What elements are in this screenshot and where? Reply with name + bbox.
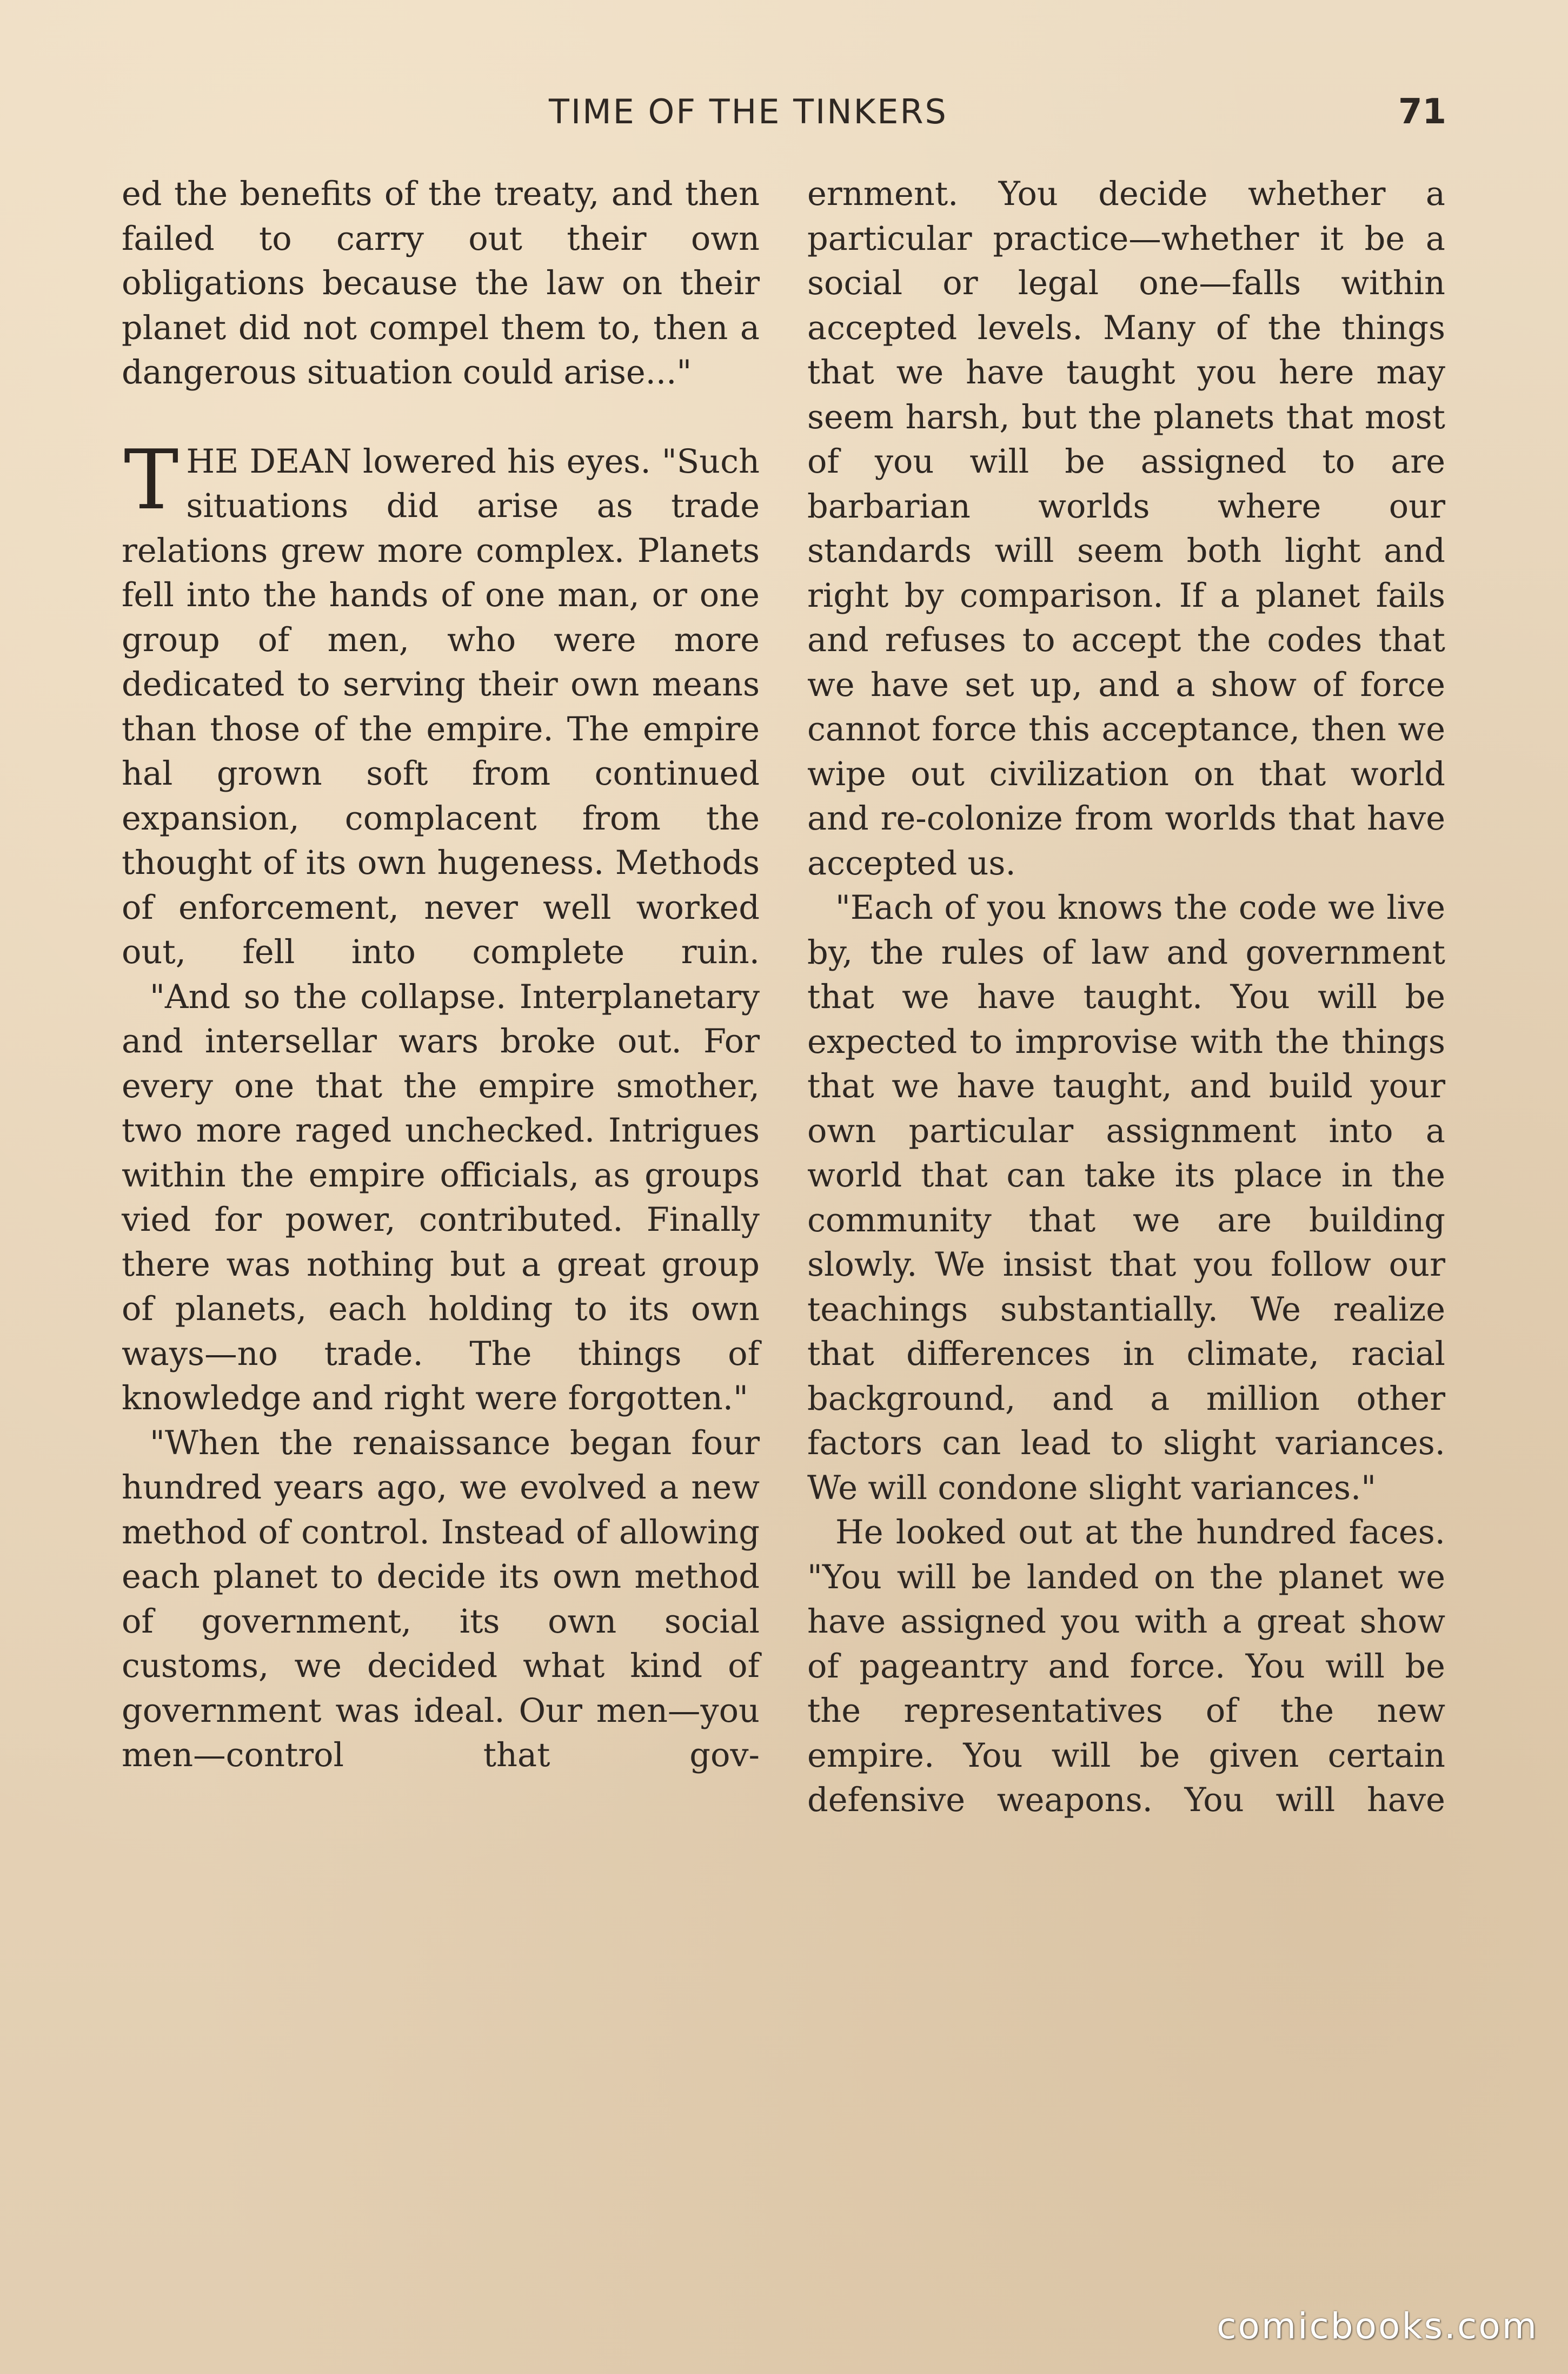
watermark: comicbooks.com — [1217, 2305, 1538, 2347]
paragraph-continued: ernment. You decide whether a particular practice—whether it be a social or legal one—falls within accepted levels. Many of the things that we have taught you here may seem harsh, but the planets that most of you will be assigned to are barbarian worlds where our standards will seem both light and right by comparison. If a planet fails and refuses to accept the codes that we have set up, and a show of force cannot force this acceptance, then we wipe out civilization on that world and re-colonize from worlds that have accepted us. — [807, 175, 1445, 883]
paragraph-continued: ed the benefits of the treaty, and then failed to carry out their own obligations because the law on their planet did not compel them to, then a dangerous situation could arise..." — [122, 175, 760, 392]
page-header — [122, 92, 1446, 146]
paragraph: He looked out at the hundred faces. "You will be landed on the planet we have assigned you with a great show of pageantry and force. You will be the representatives of the new empire. You will be given certain defensive weapons. You will have — [807, 1514, 1445, 1819]
paragraph-dropcap-text: HE DEAN lowered his eyes. "Such situations did arise as trade relations grew more complex. Planets fell into the hands of one man, or one group of men, who were more dedicated to serving their own means than those of the empire. The empire hal grown soft from continued expansion, complacent from the thought of its own hugeness. Methods of enforcement, never well worked out, fell into complete ruin. — [122, 442, 760, 971]
page-number: 71 — [1398, 92, 1446, 132]
paragraph-dropcap — [122, 432, 760, 975]
left-column — [122, 172, 760, 1778]
paragraph: "And so the collapse. Interplanetary and intersellar wars broke out. For every one that the empire smother, two more raged unchecked. Intrigues within the empire officials, as groups vied for power, contributed. Finally there was nothing but a great group of planets, each holding to its own ways—no trade. The things of knowledge and right were forgotten." — [122, 978, 760, 1417]
paragraph: "Each of you knows the code we live by, the rules of law and government that we have taught. You will be expected to improvise with the things that we have taught, and build your own particular assignment into a world that can take its place in the community that we are building slowly. We insist that you follow our teachings substantially. We realize that differences in climate, racial background, and a million other factors can lead to slight variances. We will condone slight variances." — [807, 889, 1445, 1507]
right-column — [807, 172, 1445, 1823]
drop-cap: T — [124, 432, 179, 528]
running-title: TIME OF THE TINKERS — [549, 92, 948, 131]
paragraph: "When the renaissance began four hundred years ago, we evolved a new method of control. Instead of allowing each planet to decide its own method of government, its own social customs, we decided what kind of government was ideal. Our men—you men—control that gov- — [122, 1424, 760, 1774]
